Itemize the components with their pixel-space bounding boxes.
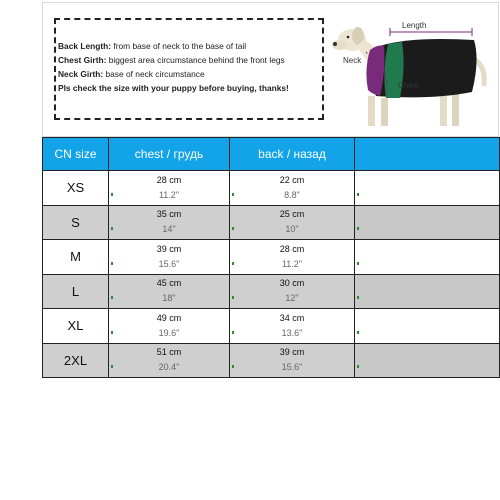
chest-cell	[109, 240, 230, 275]
chest-cell	[109, 171, 230, 206]
blank-cell	[355, 343, 500, 378]
chest-inch: 14"	[162, 224, 176, 235]
back-cm: 25 cm	[279, 209, 305, 220]
size-cell: 2XL	[43, 343, 109, 378]
size-cell: XL	[43, 309, 109, 344]
back-inch: 11.2"	[281, 258, 303, 269]
blank-cell	[355, 309, 500, 344]
table-header-row	[43, 138, 500, 171]
table-row	[43, 171, 500, 206]
neck-label: Neck	[343, 56, 362, 65]
blank-cell	[355, 171, 500, 206]
size-cell: S	[43, 205, 109, 240]
blank-cell	[355, 240, 500, 275]
back-cell	[230, 309, 355, 344]
chest-cm: 28 cm	[156, 174, 182, 185]
back-cm: 22 cm	[279, 174, 305, 185]
chest-inch: 11.2"	[158, 189, 180, 200]
size-chart-table	[42, 137, 500, 378]
back-inch: 8.8"	[284, 189, 300, 200]
size-check-note: Pls check the size with your puppy before buying, thanks!	[58, 83, 289, 93]
back-cm: 30 cm	[279, 278, 305, 289]
back-length-note: Back Length: from base of neck to the base of tail	[58, 41, 247, 51]
header-cn-size: CN size	[43, 138, 109, 171]
back-cm: 34 cm	[279, 312, 305, 323]
chest-label: Chest	[398, 81, 419, 90]
back-cell	[230, 240, 355, 275]
chest-cm: 39 cm	[156, 243, 182, 254]
back-cell	[230, 274, 355, 309]
chest-inch: 18"	[162, 293, 176, 304]
table-row	[43, 274, 500, 309]
back-cell	[230, 343, 355, 378]
length-label: Length	[402, 21, 427, 30]
chest-inch: 15.6"	[158, 258, 180, 269]
table-row	[43, 240, 500, 275]
table-row	[43, 205, 500, 240]
chest-inch: 20.4"	[158, 362, 180, 373]
size-cell: M	[43, 240, 109, 275]
blank-cell	[355, 274, 500, 309]
header-back: back / назад	[230, 138, 355, 171]
table-row	[43, 309, 500, 344]
chest-cell	[109, 205, 230, 240]
size-cell: XS	[43, 171, 109, 206]
chest-cell	[109, 309, 230, 344]
back-inch: 15.6"	[281, 362, 303, 373]
chest-cm: 35 cm	[156, 209, 182, 220]
chest-inch: 19.6"	[158, 327, 180, 338]
chest-girth-note: Chest Girth: biggest area circumstance behind the front legs	[58, 55, 285, 65]
blank-cell	[355, 205, 500, 240]
chest-cell	[109, 274, 230, 309]
chest-cell	[109, 343, 230, 378]
chest-cm: 51 cm	[156, 347, 182, 358]
header-chest: chest / грудь	[109, 138, 230, 171]
back-inch: 10"	[285, 224, 299, 235]
table-row	[43, 343, 500, 378]
back-cm: 28 cm	[279, 243, 305, 254]
back-cell	[230, 171, 355, 206]
header-blank	[355, 138, 500, 171]
chest-cm: 49 cm	[156, 312, 182, 323]
size-cell: L	[43, 274, 109, 309]
back-cell	[230, 205, 355, 240]
back-inch: 13.6"	[281, 327, 303, 338]
back-cm: 39 cm	[279, 347, 305, 358]
chest-cm: 45 cm	[156, 278, 182, 289]
back-inch: 12"	[285, 293, 299, 304]
neck-girth-note: Neck Girth: base of neck circumstance	[58, 69, 205, 79]
